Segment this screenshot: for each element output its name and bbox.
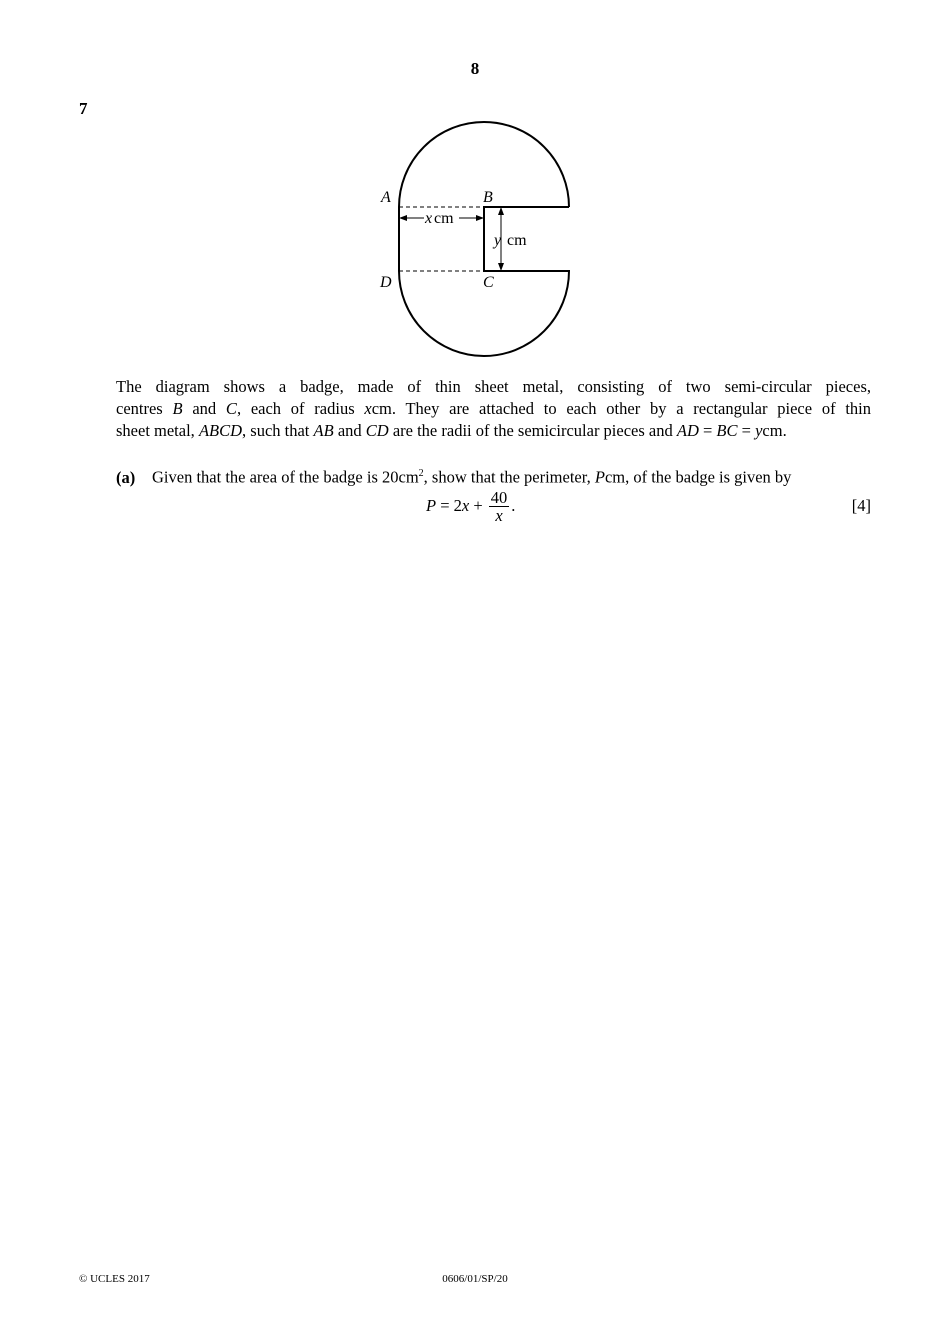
label-x: x — [425, 210, 433, 227]
fraction: $\frac{40}{x}$ — [490, 487, 508, 525]
part-a-label: (a) — [116, 467, 136, 487]
label-y: y — [494, 232, 502, 249]
label-d: D — [380, 274, 392, 291]
label-b: B — [483, 189, 493, 206]
question-number: 7 — [79, 99, 88, 118]
label-y-unit: cm — [507, 232, 527, 249]
footer-copyright: © UCLES 2017 — [79, 1273, 150, 1285]
label-x-unit: cm — [434, 210, 454, 227]
intro-line-1: The diagram shows a badge, made of thin sheet metal, consisting of two semi-circular pieces, — [116, 377, 871, 396]
page-number: 8 — [470, 59, 480, 78]
question-intro — [116, 376, 871, 442]
label-c: C — [483, 274, 494, 291]
footer-code: 0606/01/SP/20 — [442, 1273, 508, 1285]
y-arrowhead-bottom — [498, 263, 504, 271]
part-a-question: (a) Given that the area of the badge is $20cm^2$, show that the perimeter, Pcm, of the badge is given by — [116, 467, 792, 487]
y-arrowhead-top — [498, 207, 504, 215]
label-a: A — [381, 189, 391, 206]
badge-diagram — [370, 110, 580, 365]
intro-line-3: sheet metal, ABCD, such that AB and CD are the radii of the semicircular pieces and AD = BC = ycm. — [116, 421, 787, 440]
badge-outline — [399, 122, 569, 356]
perimeter-formula: P = 2 x + $\frac{40}{x}$ . — [426, 487, 516, 525]
marks: [4] — [851, 496, 871, 515]
x-arrowhead-left — [399, 215, 407, 221]
formula-row — [116, 488, 871, 528]
x-arrowhead-right — [476, 215, 484, 221]
intro-line-2: centres B and C, each of radius xcm. They are attached to each other by a rectangular piece of thin — [116, 399, 871, 418]
